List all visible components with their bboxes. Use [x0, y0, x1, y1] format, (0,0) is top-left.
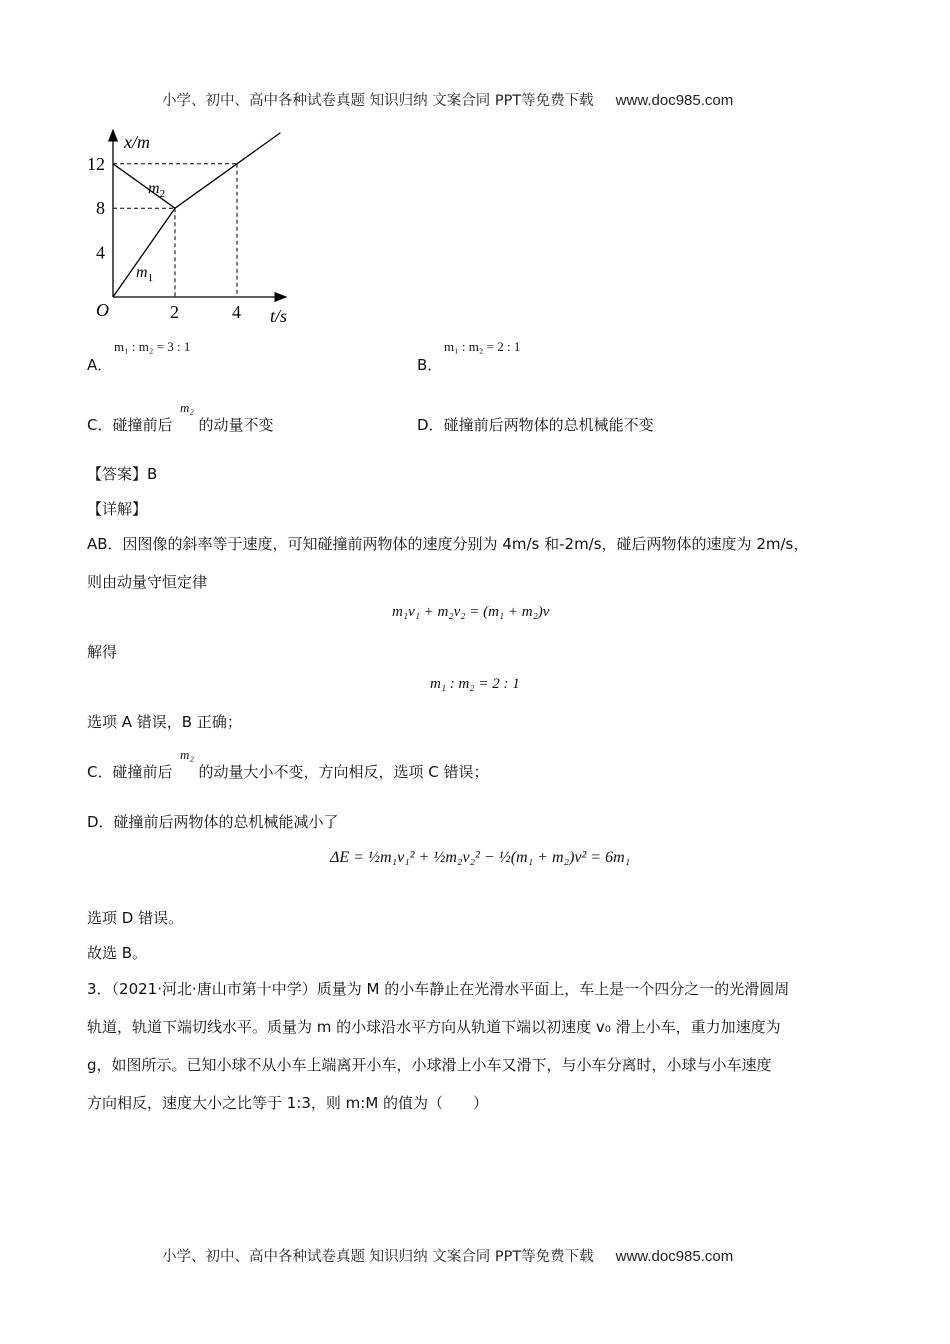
option-a[interactable]: A． — [87, 356, 113, 374]
y-tick-label: 12 — [87, 153, 105, 174]
detail-label: 【详解】 — [87, 500, 148, 518]
x-tick-label: 4 — [232, 302, 241, 322]
series-combined-line — [175, 133, 280, 208]
y-tick-label: 4 — [96, 242, 105, 263]
position-time-graph — [80, 120, 310, 330]
explanation-ab-line2: 则由动量守恒定律 — [87, 573, 208, 591]
origin-label: O — [96, 300, 109, 320]
header-site[interactable]: www.doc985.com — [615, 92, 734, 109]
footer-site[interactable]: www.doc985.com — [615, 1248, 734, 1265]
option-d[interactable]: D．碰撞前后两物体的总机械能不变 — [417, 416, 654, 434]
series-m1-line — [113, 208, 175, 297]
explanation-ab-conclusion: 选项 A 错误，B 正确； — [87, 713, 242, 731]
explanation-c: C．碰撞前后 的动量大小不变，方向相反，选项 C 错误； — [87, 763, 489, 781]
explanation-final: 故选 B。 — [87, 944, 148, 962]
option-b[interactable]: B． — [417, 356, 443, 374]
question3-line2: 轨道，轨道下端切线水平。质量为 m 的小球沿水平方向从轨道下端以初速度 v₀ 滑上小车，重力加速度为 — [87, 1018, 781, 1036]
y-axis-label: x/m — [124, 132, 150, 152]
equation-ratio: m₁ : m₂ = 2 : 1 — [430, 676, 520, 692]
explanation-d: D．碰撞前后两物体的总机械能减小了 — [87, 813, 339, 831]
series-m2-line — [113, 164, 175, 208]
explanation-d-conclusion: 选项 D 错误。 — [87, 909, 184, 927]
option-c-var: m₂ — [180, 400, 194, 415]
question3-line3: g，如图所示。已知小球不从小车上端离开小车，小球滑上小车又滑下，与小车分离时，小球与小车速度 — [87, 1056, 772, 1074]
footer-text: 小学、初中、高中各种试卷真题 知识归纳 文案合同 PPT等免费下载 — [162, 1249, 594, 1265]
x-tick-label: 2 — [170, 302, 179, 322]
question3-line1: 3．（2021·河北·唐山市第十中学）质量为 M 的小车静止在光滑水平面上，车上是一个四分之一的光滑圆周 — [87, 980, 790, 998]
equation-energy: ΔE = ½m₁v₁² + ½m₂v₂² − ½(m₁ + m₂)v² = 6m₁ — [330, 849, 631, 866]
option-a-formula: m₁ : m₂ = 3 : 1 — [114, 339, 191, 354]
x-axis-label: t/s — [270, 306, 288, 326]
explanation-solve: 解得 — [87, 643, 118, 661]
page-header — [162, 89, 733, 110]
equation-momentum: m₁v₁ + m₂v₂ = (m₁ + m₂)v — [392, 604, 550, 620]
answer: 【答案】B — [87, 465, 158, 483]
m2-line-label: $m_2$ — [148, 180, 166, 200]
y-tick-label: 8 — [96, 198, 105, 219]
explanation-c-var: m₂ — [180, 747, 194, 762]
explanation-ab-line1: AB．因图像的斜率等于速度，可知碰撞前两物体的速度分别为 4m/s 和-2m/s，碰后两物体的速度为 2m/s， — [87, 535, 809, 553]
option-c[interactable]: C．碰撞前后 的动量不变 — [87, 416, 274, 434]
option-b-formula: m₁ : m₂ = 2 : 1 — [444, 339, 521, 354]
page-footer — [162, 1245, 733, 1266]
header-text: 小学、初中、高中各种试卷真题 知识归纳 文案合同 PPT等免费下载 — [162, 93, 594, 109]
question3-line4: 方向相反，速度大小之比等于 1:3，则 m:M 的值为（ ） — [87, 1094, 489, 1112]
m1-line-label: $m_1$ — [136, 264, 154, 284]
